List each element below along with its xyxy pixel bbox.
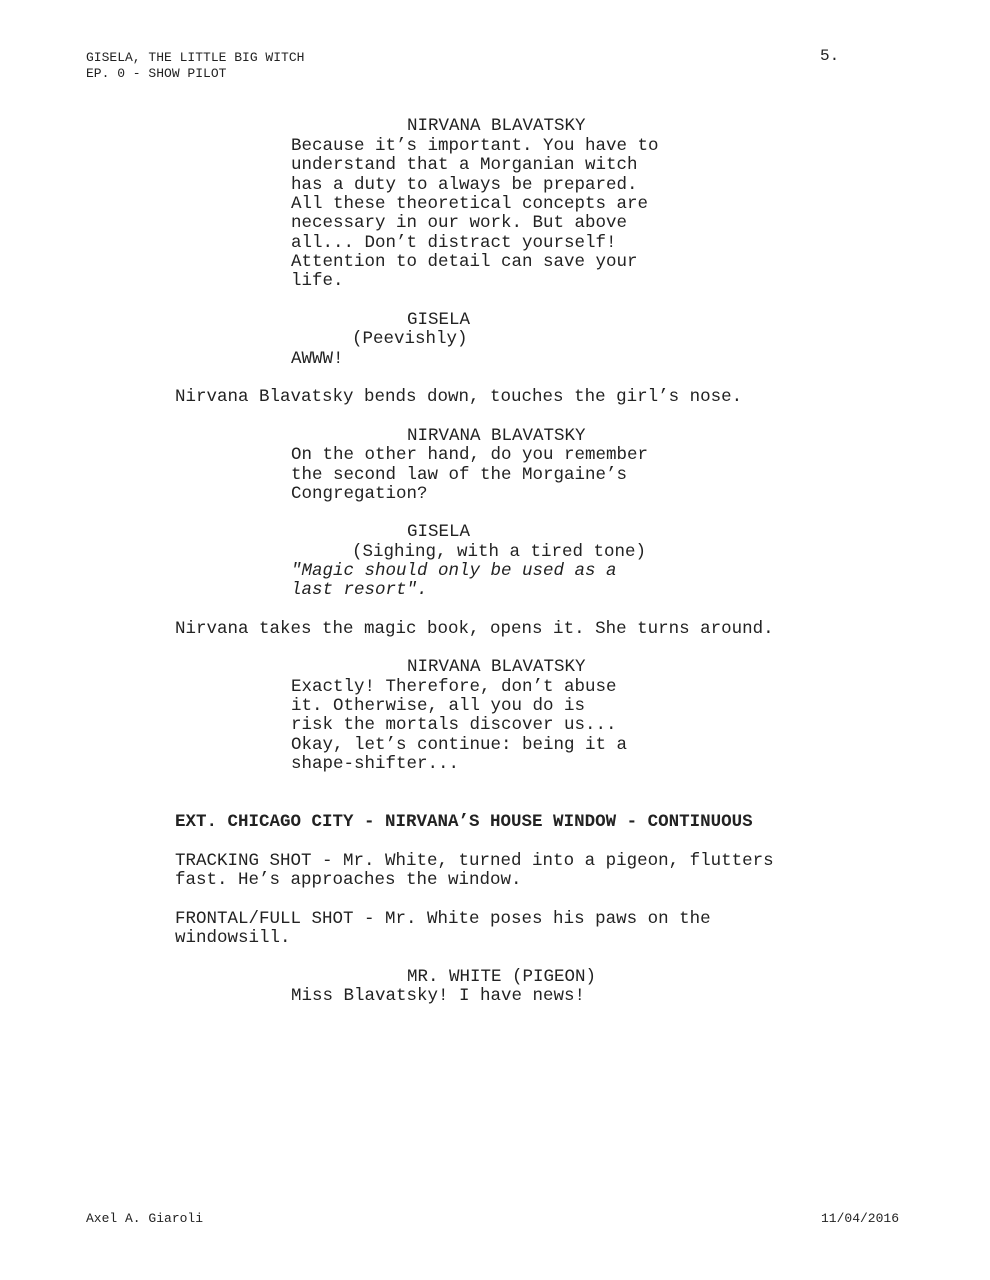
dialogue-line: On the other hand, do you remember xyxy=(291,445,649,465)
action-line: FRONTAL/FULL SHOT - Mr. White poses his paws on the xyxy=(175,909,711,929)
dialogue-line: life. xyxy=(291,271,344,291)
dialogue-line: Miss Blavatsky! I have news! xyxy=(291,986,586,1006)
dialogue-line: Exactly! Therefore, don’t abuse xyxy=(291,677,617,697)
character-name: NIRVANA BLAVATSKY xyxy=(407,116,586,136)
dialogue-line: "Magic should only be used as a xyxy=(291,561,617,581)
action-line: TRACKING SHOT - Mr. White, turned into a pigeon, flutters xyxy=(175,851,774,871)
dialogue-line: the second law of the Morgaine’s xyxy=(291,465,628,485)
dialogue-line: All these theoretical concepts are xyxy=(291,194,649,214)
scene-heading: EXT. CHICAGO CITY - NIRVANA’S HOUSE WINDOW - CONTINUOUS xyxy=(175,812,753,832)
parenthetical: (Sighing, with a tired tone) xyxy=(352,542,647,562)
dialogue-line: Attention to detail can save your xyxy=(291,252,638,272)
footer-author: Axel A. Giaroli xyxy=(86,1211,204,1226)
action-line: fast. He’s approaches the window. xyxy=(175,870,522,890)
page-number: 5. xyxy=(820,47,840,65)
action-line: windowsill. xyxy=(175,928,291,948)
dialogue-line: necessary in our work. But above xyxy=(291,213,628,233)
dialogue-line: understand that a Morganian witch xyxy=(291,155,638,175)
character-name: NIRVANA BLAVATSKY xyxy=(407,426,586,446)
character-name: MR. WHITE (PIGEON) xyxy=(407,967,597,987)
dialogue-line: it. Otherwise, all you do is xyxy=(291,696,586,716)
action-line: Nirvana takes the magic book, opens it. She turns around. xyxy=(175,619,774,639)
dialogue-line: has a duty to always be prepared. xyxy=(291,175,638,195)
dialogue-line: Okay, let’s continue: being it a xyxy=(291,735,628,755)
character-name: GISELA xyxy=(407,522,471,542)
dialogue-line: last resort". xyxy=(291,580,428,600)
dialogue-line: AWWW! xyxy=(291,349,344,369)
footer-date: 11/04/2016 xyxy=(821,1211,900,1226)
header-episode: EP. 0 - SHOW PILOT xyxy=(86,66,227,81)
dialogue-line: all... Don’t distract yourself! xyxy=(291,233,617,253)
character-name: NIRVANA BLAVATSKY xyxy=(407,657,586,677)
dialogue-line: Because it’s important. You have to xyxy=(291,136,659,156)
dialogue-line: Congregation? xyxy=(291,484,428,504)
action-line: Nirvana Blavatsky bends down, touches the girl’s nose. xyxy=(175,387,743,407)
dialogue-line: shape-shifter... xyxy=(291,754,460,774)
header-title: GISELA, THE LITTLE BIG WITCH xyxy=(86,50,305,65)
character-name: GISELA xyxy=(407,310,471,330)
parenthetical: (Peevishly) xyxy=(352,329,468,349)
dialogue-line: risk the mortals discover us... xyxy=(291,715,617,735)
